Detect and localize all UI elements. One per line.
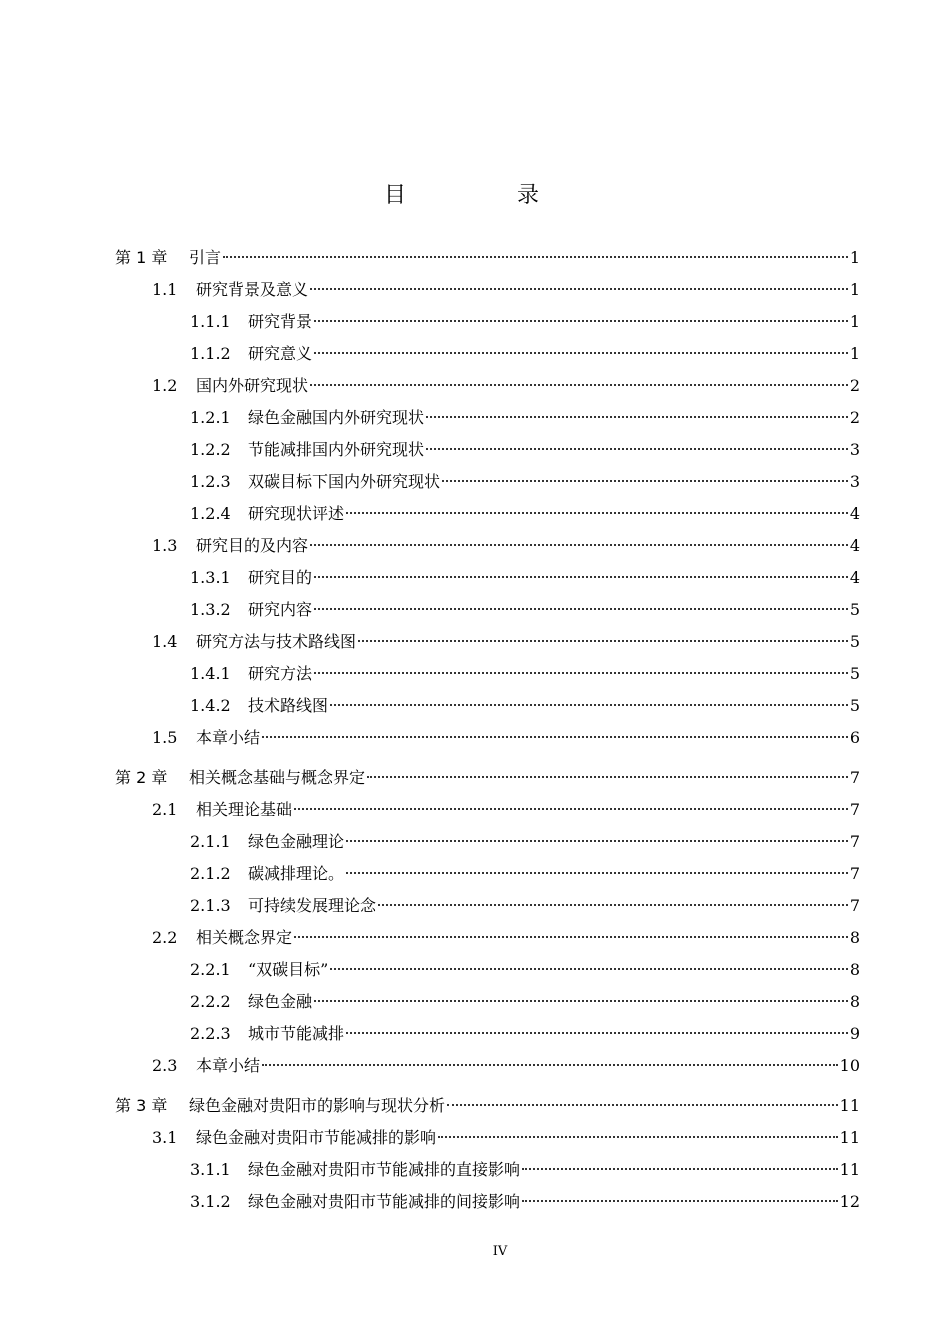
toc-entry-subsection[interactable] [115, 306, 860, 338]
toc-page: 3 [849, 472, 860, 491]
dot-leader [314, 672, 848, 674]
toc-number: 1.3.2 [190, 600, 231, 619]
dot-leader [330, 704, 848, 706]
toc-number: 2.2 [152, 928, 178, 947]
toc-page: 7 [849, 768, 860, 787]
toc-entry-section[interactable] [115, 1122, 860, 1154]
toc-number: 1.2 [152, 376, 178, 395]
toc-number: 2.3 [152, 1056, 178, 1075]
toc-number: 第 2 章 [115, 768, 168, 787]
toc-number: 2.1.1 [190, 832, 231, 851]
dot-leader [378, 904, 848, 906]
toc-page: 3 [849, 440, 860, 459]
toc-label: 研究目的及内容 [196, 536, 309, 555]
toc-number: 1.1 [152, 280, 178, 299]
toc-label: 可持续发展理论念 [248, 896, 377, 915]
page-number: IV [492, 1244, 508, 1259]
toc-number: 1.3 [152, 536, 178, 555]
toc-label: 研究方法 [248, 664, 313, 683]
toc-entry-subsection[interactable] [115, 1154, 860, 1186]
toc-number: 第 3 章 [115, 1096, 168, 1115]
toc-page: 5 [849, 632, 860, 651]
dot-leader [262, 1064, 838, 1066]
dot-leader [346, 512, 848, 514]
toc-entry-chapter[interactable] [115, 242, 860, 274]
toc-page: 11 [839, 1096, 860, 1115]
table-of-contents [115, 242, 860, 1218]
toc-number: 2.1.2 [190, 864, 231, 883]
toc-label: 国内外研究现状 [196, 376, 309, 395]
toc-page: 2 [849, 408, 860, 427]
toc-entry-subsection[interactable] [115, 690, 860, 722]
toc-number: 1.2.4 [190, 504, 231, 523]
toc-number: 2.2.1 [190, 960, 231, 979]
dot-leader [294, 936, 848, 938]
toc-page: 4 [849, 504, 860, 523]
toc-page: 4 [849, 568, 860, 587]
dot-leader [314, 1000, 848, 1002]
toc-label: 绿色金融 [248, 992, 313, 1011]
toc-entry-section[interactable] [115, 274, 860, 306]
toc-label: 相关理论基础 [196, 800, 293, 819]
dot-leader [426, 448, 848, 450]
toc-page: 2 [849, 376, 860, 395]
dot-leader [522, 1168, 838, 1170]
toc-entry-subsection[interactable] [115, 402, 860, 434]
toc-entry-subsection[interactable] [115, 1186, 860, 1218]
dot-leader [426, 416, 848, 418]
toc-label: 绿色金融国内外研究现状 [248, 408, 425, 427]
toc-entry-subsection[interactable] [115, 562, 860, 594]
dot-leader [330, 968, 847, 970]
toc-number: 1.5 [152, 728, 178, 747]
toc-number: 第 1 章 [115, 248, 168, 267]
toc-entry-chapter[interactable] [115, 1090, 860, 1122]
toc-entry-subsection[interactable] [115, 338, 860, 370]
dot-leader [314, 352, 848, 354]
toc-entry-section[interactable] [115, 794, 860, 826]
toc-entry-subsection[interactable] [115, 594, 860, 626]
toc-page: 1 [849, 312, 860, 331]
toc-entry-subsection[interactable] [115, 658, 860, 690]
toc-number: 1.1.1 [190, 312, 231, 331]
toc-number: 1.3.1 [190, 568, 231, 587]
toc-label: 绿色金融理论 [248, 832, 345, 851]
toc-label: 研究背景 [248, 312, 313, 331]
toc-page: 8 [849, 992, 860, 1011]
dot-leader [314, 320, 848, 322]
toc-label: 研究目的 [248, 568, 313, 587]
toc-entry-subsection[interactable] [115, 954, 860, 986]
toc-label: 研究内容 [248, 600, 313, 619]
toc-page: 8 [849, 960, 860, 979]
toc-label: “双碳目标” [248, 960, 329, 979]
toc-entry-subsection[interactable] [115, 826, 860, 858]
toc-page: 1 [849, 344, 860, 363]
toc-page: 7 [849, 800, 860, 819]
toc-entry-section[interactable] [115, 922, 860, 954]
toc-number: 2.2.3 [190, 1024, 231, 1043]
toc-label: 节能减排国内外研究现状 [248, 440, 425, 459]
dot-leader [314, 608, 848, 610]
toc-page: 11 [839, 1128, 860, 1147]
toc-number: 2.1.3 [190, 896, 231, 915]
toc-page: 7 [849, 832, 860, 851]
toc-entry-section[interactable] [115, 530, 860, 562]
dot-leader [358, 640, 848, 642]
toc-label: 研究背景及意义 [196, 280, 309, 299]
toc-label: 绿色金融对贵阳市的影响与现状分析 [189, 1096, 446, 1115]
toc-page: 5 [849, 696, 860, 715]
toc-number: 1.4.2 [190, 696, 231, 715]
toc-page: 1 [849, 248, 860, 267]
toc-number: 2.2.2 [190, 992, 231, 1011]
toc-entry-section[interactable] [115, 1050, 860, 1082]
toc-label: 绿色金融对贵阳市节能减排的影响 [196, 1128, 437, 1147]
toc-label: 研究方法与技术路线图 [196, 632, 357, 651]
toc-label: 相关概念界定 [196, 928, 293, 947]
toc-label: 研究现状评述 [248, 504, 345, 523]
toc-page: 7 [849, 896, 860, 915]
toc-page: 5 [849, 600, 860, 619]
toc-number: 3.1.2 [190, 1192, 231, 1211]
dot-leader [314, 576, 848, 578]
toc-entry-section[interactable] [115, 370, 860, 402]
toc-number: 1.2.3 [190, 472, 231, 491]
toc-label: 技术路线图 [248, 696, 329, 715]
toc-page: 7 [849, 864, 860, 883]
toc-number: 3.1 [152, 1128, 178, 1147]
dot-leader [310, 544, 848, 546]
toc-page: 1 [849, 280, 860, 299]
toc-label: 碳减排理论。 [248, 864, 345, 883]
toc-label: 研究意义 [248, 344, 313, 363]
toc-label: 本章小结 [196, 728, 261, 747]
toc-entry-subsection[interactable] [115, 498, 860, 530]
dot-leader [442, 480, 848, 482]
dot-leader [522, 1200, 838, 1202]
dot-leader [346, 1032, 848, 1034]
toc-entry-subsection[interactable] [115, 890, 860, 922]
toc-entry-chapter[interactable] [115, 762, 860, 794]
toc-number: 1.4 [152, 632, 178, 651]
toc-page: 12 [839, 1192, 860, 1211]
toc-number: 1.1.2 [190, 344, 231, 363]
toc-page: 11 [839, 1160, 860, 1179]
dot-leader [346, 872, 848, 874]
toc-label: 城市节能减排 [248, 1024, 345, 1043]
toc-page: 8 [849, 928, 860, 947]
toc-entry-subsection[interactable] [115, 434, 860, 466]
toc-page: 10 [839, 1056, 860, 1075]
toc-page: 4 [849, 536, 860, 555]
dot-leader [346, 840, 848, 842]
dot-leader [367, 776, 848, 778]
dot-leader [310, 384, 848, 386]
toc-label: 引言 [189, 248, 222, 267]
toc-page: 6 [849, 728, 860, 747]
toc-entry-subsection[interactable] [115, 986, 860, 1018]
toc-entry-subsection[interactable] [115, 466, 860, 498]
toc-label: 本章小结 [196, 1056, 261, 1075]
toc-number: 1.2.1 [190, 408, 231, 427]
page-title: 目 录 [384, 183, 591, 208]
toc-entry-subsection[interactable] [115, 858, 860, 890]
dot-leader [223, 256, 848, 258]
toc-label: 绿色金融对贵阳市节能减排的直接影响 [248, 1160, 521, 1179]
dot-leader [294, 808, 848, 810]
toc-entry-subsection[interactable] [115, 1018, 860, 1050]
toc-label: 双碳目标下国内外研究现状 [248, 472, 441, 491]
toc-number: 1.2.2 [190, 440, 231, 459]
dot-leader [447, 1104, 838, 1106]
toc-page: 5 [849, 664, 860, 683]
toc-label: 相关概念基础与概念界定 [189, 768, 366, 787]
toc-number: 3.1.1 [190, 1160, 231, 1179]
dot-leader [262, 736, 848, 738]
toc-number: 2.1 [152, 800, 178, 819]
dot-leader [438, 1136, 838, 1138]
toc-page: 9 [849, 1024, 860, 1043]
toc-label: 绿色金融对贵阳市节能减排的间接影响 [248, 1192, 521, 1211]
toc-entry-section[interactable] [115, 722, 860, 754]
toc-entry-section[interactable] [115, 626, 860, 658]
dot-leader [310, 288, 848, 290]
toc-number: 1.4.1 [190, 664, 231, 683]
